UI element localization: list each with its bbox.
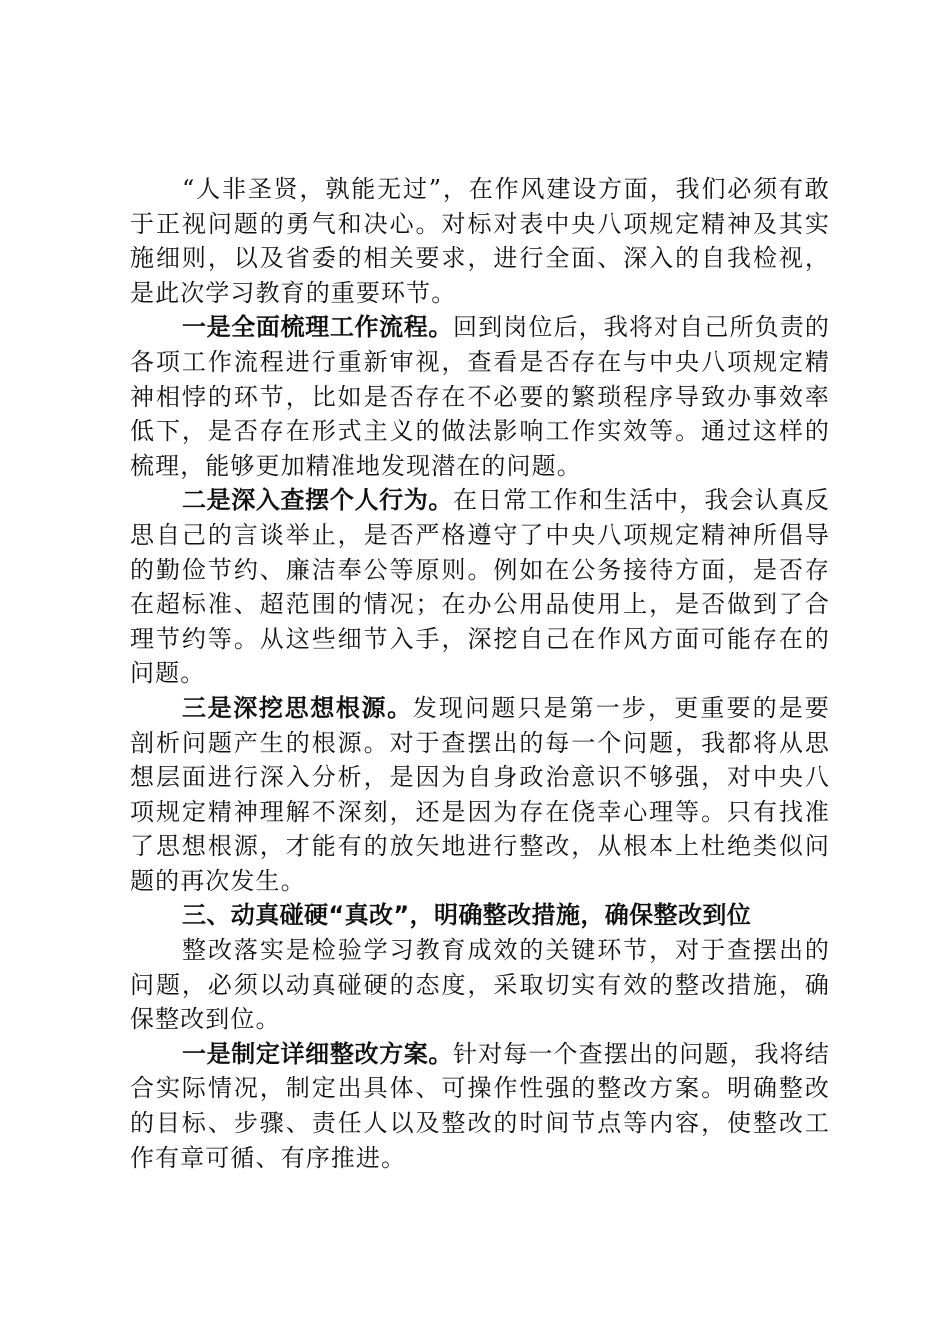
point-paragraph-workflow	[130, 310, 830, 483]
paragraph-lead: 一是制定详细整改方案。	[182, 1039, 453, 1068]
paragraph-lead: 二是深入查摆个人行为。	[182, 486, 453, 515]
point-paragraph-behavior	[130, 483, 830, 691]
paragraph-text: 发现问题只是第一步，更重要的是要剖析问题产生的根源。对于查摆出的每一个问题，我都将从思想层面进行深入分析，是因为自身政治意识不够强，对中央八项规定精神理解不深刻，还是因为存在侥幸心理等。只有找准了思想根源，才能有的放矢地进行整改，从根本上杜绝类似问题的再次发生。	[130, 693, 830, 895]
section-intro-paragraph	[130, 933, 830, 1037]
paragraph-lead: 一是全面梳理工作流程。	[182, 313, 453, 342]
point-paragraph-plan	[130, 1037, 830, 1175]
paragraph-text: 在日常工作和生活中，我会认真反思自己的言谈举止，是否严格遵守了中央八项规定精神所倡导的勤俭节约、廉洁奉公等原则。例如在公务接待方面，是否存在超标准、超范围的情况；在办公用品使用上，是否做到了合理节约等。从这些细节入手，深挖自己在作风方面可能存在的问题。	[130, 486, 830, 688]
point-paragraph-roots	[130, 691, 830, 899]
paragraph-text: 整改落实是检验学习教育成效的关键环节，对于查摆出的问题，必须以动真碰硬的态度，采取切实有效的整改措施，确保整改到位。	[130, 936, 830, 1034]
section-heading: 三、动真碰硬“真改”，明确整改措施，确保整改到位	[182, 901, 752, 930]
paragraph-text: 针对每一个查摆出的问题，我将结合实际情况，制定出具体、可操作性强的整改方案。明确整改的目标、步骤、责任人以及整改的时间节点等内容，使整改工作有章可循、有序推进。	[130, 1039, 830, 1172]
paragraph-text: 回到岗位后，我将对自己所负责的各项工作流程进行重新审视，查看是否存在与中央八项规定精神相悖的环节，比如是否存在不必要的繁琐程序导致办事效率低下，是否存在形式主义的做法影响工作实效等。通过这样的梳理，能够更加精准地发现潜在的问题。	[130, 313, 830, 480]
intro-paragraph	[130, 172, 830, 310]
paragraph-lead: 三是深挖思想根源。	[182, 693, 413, 722]
paragraph-text: “人非圣贤，孰能无过”，在作风建设方面，我们必须有敢于正视问题的勇气和决心。对标对表中央八项规定精神及其实施细则，以及省委的相关要求，进行全面、深入的自我检视，是此次学习教育的重要环节。	[130, 175, 830, 307]
document-body	[130, 172, 830, 1175]
